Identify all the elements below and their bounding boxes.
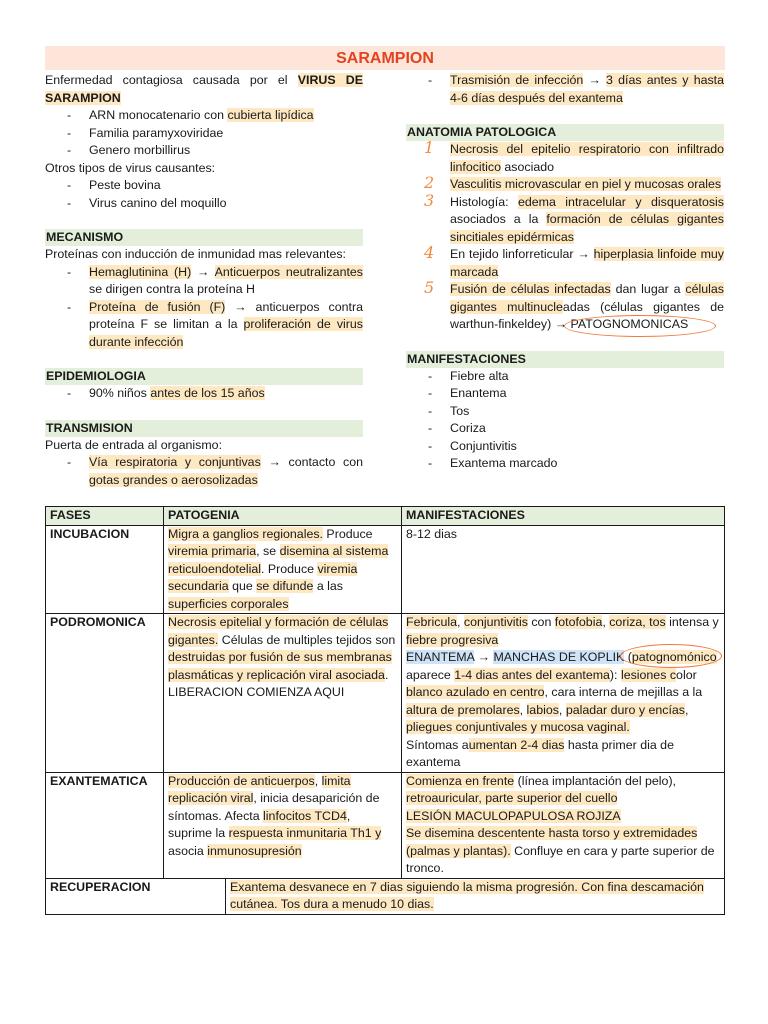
intro-text: Enfermedad contagiosa causada por el xyxy=(45,73,298,87)
list-item: - ARN monocatenario con cubierta lipídica xyxy=(45,107,363,125)
list-item: - Conjuntivitis xyxy=(406,438,724,456)
list-item: - Hemaglutinina (H) → Anticuerpos neutralizantes se dirigen contra la proteína H xyxy=(45,264,363,299)
list-item: - Familia paramyxoviridae xyxy=(45,125,363,143)
list-item: 2 Vasculitis microvascular en piel y mucosas orales xyxy=(424,173,722,192)
manifestaciones-cell: Comienza en frente (línea implantación del pelo), retroauricular, parte superior del cuello LESIÓN MACULOPAPULOSA ROJIZA Se disemina descentente hasta torso y extremidades (palmas y plantas). Confluye en cara y parte superior de tronco. xyxy=(402,772,725,878)
right-column xyxy=(406,72,724,473)
list-item: - Exantema marcado xyxy=(406,455,724,473)
list-item: 3 Histología: edema intracelular y disqueratosis asociados a la formación de células gigantes sincitiales epidérmicas xyxy=(424,190,724,244)
transmision-intro: Puerta de entrada al organismo: xyxy=(45,437,223,452)
circle-annotation xyxy=(620,644,722,668)
list-item: - 90% niños antes de los 15 años xyxy=(45,385,363,403)
phase-name: INCUBACION xyxy=(46,525,164,614)
list-item: - Fiebre alta xyxy=(406,368,724,386)
patogenia-cell: Producción de anticuerpos, limita replicación viral, inicia desaparición de síntomas. Afecta linfocitos TCD4, suprime la respuesta inmunitaria Th1 y asocia inmunosupresión xyxy=(164,772,402,878)
table-row xyxy=(46,878,725,914)
list-item: - Genero morbillirus xyxy=(45,142,363,160)
intro-virus: VIRUS DE SARAMPION xyxy=(45,73,363,105)
section-header-transmision: TRANSMISION xyxy=(45,420,363,437)
others-label: Otros tipos de virus causantes: xyxy=(45,160,216,175)
table-row xyxy=(46,772,725,878)
list-item: - Virus canino del moquillo xyxy=(45,195,363,213)
handwritten-number: 2 xyxy=(424,173,435,192)
column-header: PATOGENIA xyxy=(164,507,402,526)
manifestaciones-cell: 8-12 dias xyxy=(402,525,725,614)
list-item: - Peste bovina xyxy=(45,177,363,195)
handwritten-number: 5 xyxy=(424,278,435,297)
mecanismo-intro: Proteínas con inducción de inmunidad mas relevantes: xyxy=(45,247,346,261)
column-header: FASES xyxy=(46,507,164,526)
handwritten-number: 1 xyxy=(424,138,435,157)
phase-name: PODROMONICA xyxy=(46,614,164,773)
table-row xyxy=(46,614,725,773)
list-item: 1 Necrosis del epitelio respiratorio con infiltrado linfocitico asociado xyxy=(424,138,724,174)
manifestaciones-cell: Febricula, conjuntivitis con fotofobia, coriza, tos intensa y fiebre progresiva ENANTEMA → MANCHAS DE KOPLIK (patognomónico aparece 1-4 dias antes del exantema): lesiones color blanco azulado en centro, cara interna de mejillas a la altura de premolares, labios, paladar duro y encías, pliegues conjuntivales y mucosa vaginal. Síntomas aumentan 2-4 dias hasta primer dia de exantema xyxy=(402,614,725,773)
section-header-epidemiologia: EPIDEMIOLOGIA xyxy=(45,368,363,385)
handwritten-number: 4 xyxy=(424,243,435,262)
list-item: - Enantema xyxy=(406,385,724,403)
intro-paragraph xyxy=(45,72,363,107)
left-column xyxy=(45,72,363,489)
list-item: 4 En tejido linforreticular → hiperplasia linfoide muy marcada xyxy=(424,243,724,279)
table-header-row xyxy=(46,507,725,526)
table-row xyxy=(46,525,725,614)
list-item: 5 Fusión de células infectadas dan lugar a células gigantes multinucleadas (células gigantes de warthun-finkeldey) → PATOGNOMONICAS xyxy=(406,281,724,334)
list-item: - Vía respiratoria y conjuntivas → contacto con gotas grandes o aerosolizadas xyxy=(45,454,363,489)
list-item: - Coriza xyxy=(406,420,724,438)
patogenia-cell: Migra a ganglios regionales. Produce viremia primaria, se disemina al sistema reticuloendotelial. Produce viremia secundaria que se difunde a las superficies corporales xyxy=(164,525,402,614)
handwritten-number: 3 xyxy=(424,190,435,210)
list-item: - Proteína de fusión (F) → anticuerpos contra proteína F se limitan a la proliferación de virus durante infección xyxy=(45,299,363,352)
patogenia-cell: Necrosis epitelial y formación de células gigantes. Células de multiples tejidos son destruidas por fusión de sus membranas plasmáticas y replicación viral asociada. LIBERACION COMIENZA AQUI xyxy=(164,614,402,773)
recuperacion-cell: Exantema desvanece en 7 dias siguiendo la misma progresión. Con fina descamación cutánea. Tos dura a menudo 10 dias. xyxy=(226,878,725,914)
section-header-manifestaciones: MANIFESTACIONES xyxy=(406,351,724,368)
phase-name: RECUPERACION xyxy=(46,878,226,914)
circle-annotation xyxy=(564,315,716,337)
page-title: SARAMPION xyxy=(45,46,725,70)
section-header-anatomia: ANATOMIA PATOLOGICA xyxy=(406,124,724,141)
phase-name: EXANTEMATICA xyxy=(46,772,164,878)
phases-table xyxy=(45,506,725,915)
section-header-mecanismo: MECANISMO xyxy=(45,229,363,246)
list-item: - Trasmisión de infección → 3 días antes y hasta 4-6 días después del exantema xyxy=(406,72,724,107)
column-header: MANIFESTACIONES xyxy=(402,507,725,526)
list-item: - Tos xyxy=(406,403,724,421)
